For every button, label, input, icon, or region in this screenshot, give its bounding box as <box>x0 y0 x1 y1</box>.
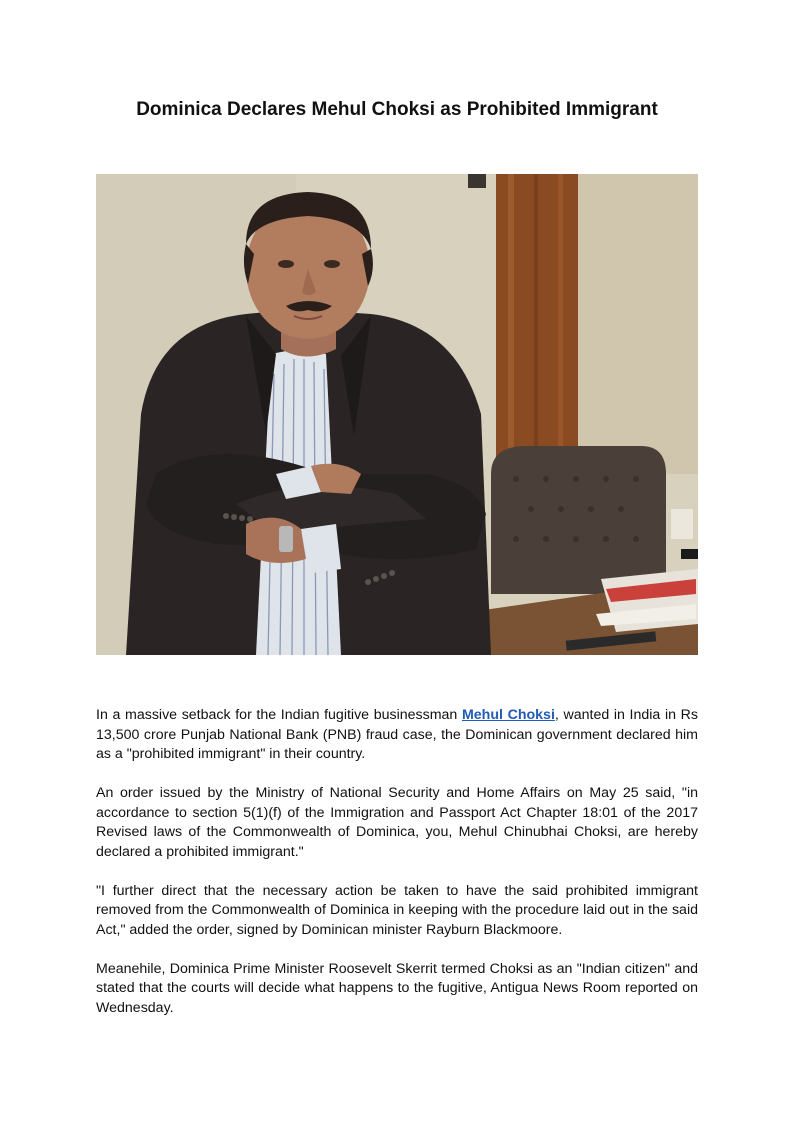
paragraph-1 <box>96 706 698 765</box>
paragraph-1-rest: , wanted in India in Rs 13,500 crore Punjab National Bank (PNB) fraud case, the Dominican government declared him as a "prohibited immigrant" in their country. <box>96 707 699 762</box>
article-body <box>96 706 698 1038</box>
paragraph-1-lead: In a massive setback for the Indian fugitive businessman <box>96 707 462 723</box>
paragraph-4: Meanehile, Dominica Prime Minister Roosevelt Skerrit termed Choksi as an "Indian citizen" and stated that the courts will decide what happens to the fugitive, Antigua News Room reported on Wednesday. <box>96 960 698 1016</box>
paragraph-3: "I further direct that the necessary action be taken to have the said prohibited immigrant removed from the Commonwealth of Dominica in keeping with the procedure laid out in the said Act," added the order, signed by Dominican minister Rayburn Blackmoore. <box>96 882 698 938</box>
article-photo <box>96 174 698 655</box>
paragraph-2: An order issued by the Ministry of National Security and Home Affairs on May 25 said, "in accordance to section 5(1)(f) of the Immigration and Passport Act Chapter 18:01 of the 2017 Revised laws of the Commonwealth of Dominica, you, Mehul Chinubhai Choksi, are hereby declared a prohibited immigrant." <box>96 785 698 860</box>
page-title: Dominica Declares Mehul Choksi as Prohibited Immigrant <box>136 99 658 120</box>
mehul-choksi-link[interactable]: Mehul Choksi <box>461 707 555 723</box>
